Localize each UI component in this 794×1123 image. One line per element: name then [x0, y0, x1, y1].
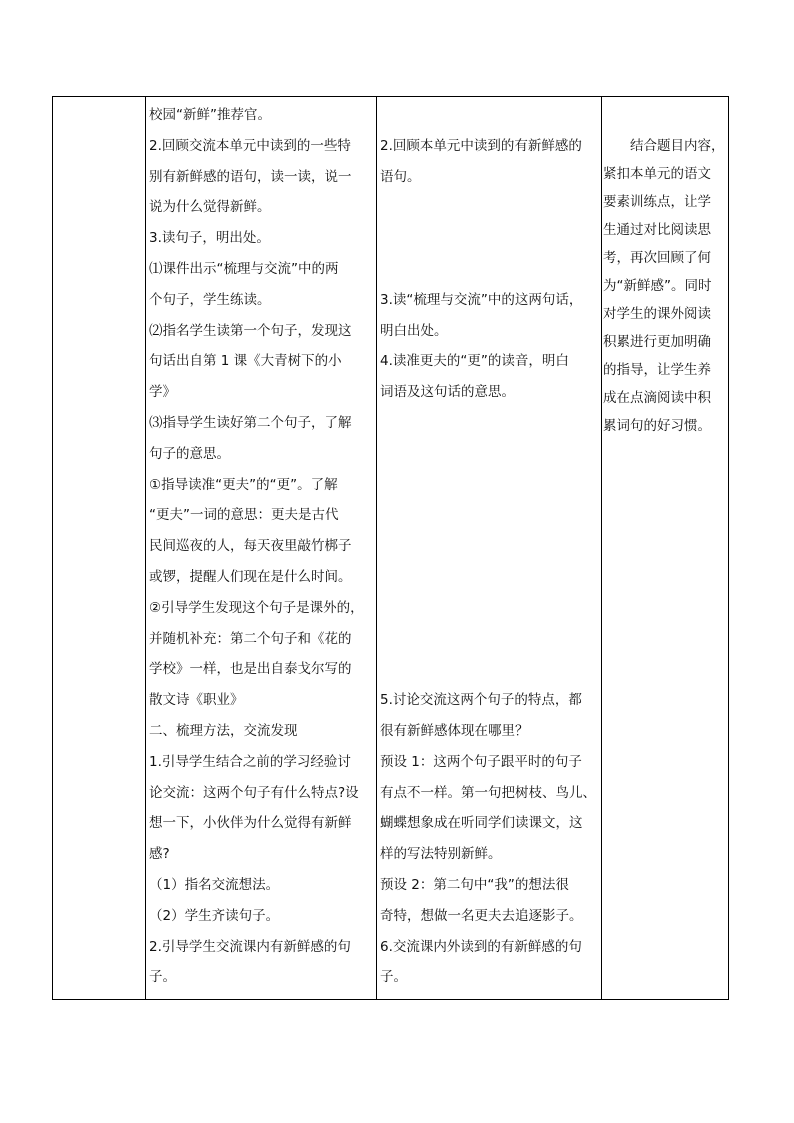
text-line: 样的写法特别新鲜。 — [380, 846, 502, 863]
text-line: 2.回顾交流本单元中读到的一些特 — [149, 137, 351, 154]
text-line: 3.读“梳理与交流”中的这两句话， — [380, 291, 583, 308]
text-line: 个句子，学生练读。 — [149, 291, 271, 308]
text-line: “更夫”一词的意思：更夫是古代 — [149, 507, 339, 524]
text-line: 积累进行更加明确 — [603, 334, 711, 350]
text-line: 的指导，让学生养 — [603, 362, 711, 378]
text-line: 有点不一样。第一句把树枝、鸟儿、 — [380, 784, 596, 801]
text-line: 散文诗《职业》 — [149, 692, 244, 709]
text-line: 语句。 — [380, 168, 421, 185]
text-line: 累词句的好习惯。 — [603, 418, 711, 434]
text-line: 1.引导学生结合之前的学习经验讨 — [149, 753, 351, 770]
text-line: （1）指名交流想法。 — [149, 877, 280, 893]
text-line: 紧扣本单元的语文 — [603, 166, 711, 182]
text-line: ⑴课件出示“梳理与交流”中的两 — [149, 261, 339, 277]
text-line: 生通过对比阅读思 — [603, 222, 711, 238]
text-line: ⑶指导学生读好第二个句子，了解 — [149, 415, 352, 431]
text-line: 奇特，想做一名更夫去追逐影子。 — [380, 907, 583, 924]
text-line: ②引导学生发现这个句子是课外的， — [149, 599, 364, 616]
text-line: 2.引导学生交流课内有新鲜感的句 — [149, 938, 351, 955]
text-line: 预设 2：第二句中“我”的想法很 — [380, 877, 569, 893]
text-line: 2.回顾本单元中读到的有新鲜感的 — [380, 137, 582, 154]
text-line: 说为什么觉得新鲜。 — [149, 199, 271, 216]
text-line: 蝴蝶想象成在听同学们读课文，这 — [380, 815, 583, 832]
text-line: 考，再次回顾了何 — [603, 250, 711, 266]
text-line: 对学生的课外阅读 — [603, 306, 711, 322]
text-line: 并随机补充：第二个句子和《花的 — [149, 630, 352, 647]
text-line: 学校》一样，也是出自泰戈尔写的 — [149, 661, 352, 678]
text-line: 要素训练点，让学 — [603, 194, 711, 210]
text-line: 3.读句子，明出处。 — [149, 230, 270, 247]
text-line: 明白出处。 — [380, 322, 448, 339]
text-line: 学》 — [149, 384, 176, 401]
column-student-activity — [376, 97, 601, 999]
text-line: 二、梳理方法，交流发现 — [149, 723, 298, 739]
text-line: 别有新鲜感的语句，读一读，说一 — [149, 168, 352, 185]
text-line: ①指导读准“更夫”的“更”。了解 — [149, 476, 338, 493]
text-line: 论交流：这两个句子有什么特点?设 — [149, 784, 359, 801]
text-line: 5.讨论交流这两个句子的特点，都 — [380, 692, 582, 709]
text-line: 6.交流课内外读到的有新鲜感的句 — [380, 938, 582, 955]
text-line: 4.读准更夫的“更”的读音，明白 — [380, 353, 569, 370]
text-line: 句子的意思。 — [149, 445, 230, 462]
text-line: ⑵指名学生读第一个句子，发现这 — [149, 322, 352, 339]
text-line: 预设 1：这两个句子跟平时的句子 — [380, 753, 582, 770]
lesson-table — [52, 96, 729, 1000]
text-line: 感? — [149, 846, 170, 863]
text-line: 句话出自第 1 课《大青树下的小 — [149, 353, 342, 370]
text-line: 词语及这句话的意思。 — [380, 384, 515, 401]
text-line: 成在点滴阅读中积 — [603, 390, 711, 406]
text-line: 校园“新鲜”推荐官。 — [149, 107, 271, 123]
column-design-intent — [601, 97, 730, 999]
column-teacher-activity — [145, 97, 376, 999]
text-line: 很有新鲜感体现在哪里？ — [380, 723, 529, 739]
text-line: 或锣，提醒人们现在是什么时间。 — [149, 569, 352, 585]
text-line: （2）学生齐读句子。 — [149, 907, 280, 924]
text-line: 子。 — [149, 969, 176, 986]
text-line: 想一下，小伙伴为什么觉得有新鲜 — [149, 815, 352, 832]
text-line: 民间巡夜的人，每天夜里敲竹梆子 — [149, 538, 352, 555]
text-line: 为“新鲜感”。同时 — [603, 278, 712, 294]
column-blank — [53, 97, 145, 999]
text-line: 子。 — [380, 969, 407, 986]
text-line: 结合题目内容， — [603, 138, 725, 154]
